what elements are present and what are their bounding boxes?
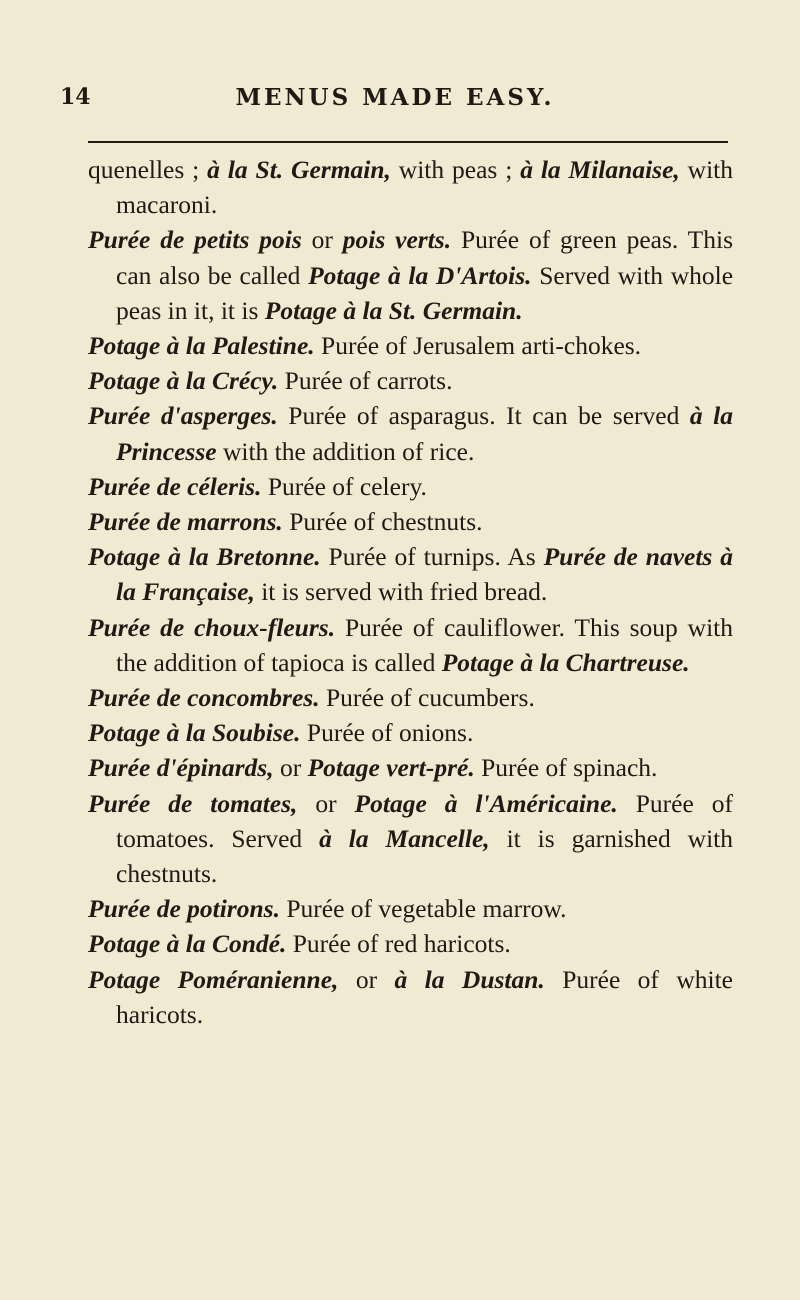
entry xyxy=(88,750,733,785)
entry-text: Served with whole peas in it, it is xyxy=(116,260,734,325)
entry-text: or xyxy=(297,788,355,818)
italic-term: Purée de petits pois xyxy=(88,225,302,255)
entry-text: Purée of onions. xyxy=(300,718,474,748)
entry xyxy=(88,715,733,750)
entry xyxy=(88,398,733,468)
italic-term: Purée de concombres. xyxy=(88,683,320,713)
italic-term: Purée d'asperges. xyxy=(88,401,278,431)
entry xyxy=(88,962,733,1032)
entry xyxy=(88,152,733,222)
entry-text: Purée of red haricots. xyxy=(286,929,511,959)
entry-text: or xyxy=(301,225,343,255)
entry-text: or xyxy=(338,964,395,994)
entry-text: it is served with fried bread. xyxy=(254,577,548,607)
entry xyxy=(88,680,733,715)
italic-term: Potage Poméranienne, xyxy=(88,964,339,994)
entry-text: Purée of turnips. As xyxy=(320,542,544,572)
italic-term: à la St. Germain, xyxy=(207,155,391,184)
italic-term: Potage vert-pré. xyxy=(307,753,475,783)
page-number: 14 xyxy=(60,84,91,110)
entry xyxy=(88,539,733,609)
italic-term: à la Dustan. xyxy=(394,964,545,994)
italic-term: Potage à la Soubise. xyxy=(88,718,301,748)
entry-text: it is garnished with chestnuts. xyxy=(116,823,734,889)
entry-text: Purée of vegetable marrow. xyxy=(279,894,567,924)
italic-term: Potage à l'Américaine. xyxy=(354,788,618,818)
entry xyxy=(88,891,733,926)
entry-text: Purée of spinach. xyxy=(474,753,658,783)
italic-term: Purée de potirons. xyxy=(88,894,280,924)
italic-term: Purée de marrons. xyxy=(88,507,283,537)
italic-term: à la Milanaise, xyxy=(520,155,680,184)
italic-term: à la Mancelle, xyxy=(319,823,490,853)
entry-text: Purée of green peas. This can also be called xyxy=(116,225,734,290)
italic-term: Purée de choux-fleurs. xyxy=(88,612,336,642)
page-header xyxy=(60,84,730,124)
entry-text: Purée of carrots. xyxy=(278,366,453,396)
italic-term: Potage à la Chartreuse. xyxy=(441,647,690,677)
entry-text: Purée of cauliflower. This soup with the addition of tapioca is called xyxy=(116,612,733,677)
entry xyxy=(88,363,733,398)
italic-term: Potage à la Condé. xyxy=(88,929,287,959)
entry-text: Purée of celery. xyxy=(261,471,427,501)
entry-text: Purée of Jerusalem arti-chokes. xyxy=(314,331,642,361)
entry-text: Purée of tomatoes. Served xyxy=(116,788,733,853)
entry-text: or xyxy=(273,753,308,783)
entry xyxy=(88,504,733,539)
italic-term: Potage à la Crécy. xyxy=(88,366,279,396)
entry xyxy=(88,469,733,504)
entry-text: quenelles ; xyxy=(88,155,208,184)
italic-term: Purée de céleris. xyxy=(88,471,262,501)
italic-term: Purée de navets à la Française, xyxy=(116,542,733,607)
running-title: MENUS MADE EASY. xyxy=(235,84,555,111)
entry-text: with peas ; xyxy=(390,155,521,184)
entry-text: Purée of asparagus. It can be served xyxy=(277,401,690,431)
entry-list xyxy=(88,152,733,1032)
entry-text: with the addition of rice. xyxy=(216,436,475,466)
italic-term: Potage à la Bretonne. xyxy=(88,542,321,572)
italic-term: Potage à la D'Artois. xyxy=(308,260,532,290)
entry-text: Purée of white haricots. xyxy=(116,964,733,1029)
italic-term: à la Princesse xyxy=(116,401,734,466)
entry xyxy=(88,610,733,680)
italic-term: Potage à la Palestine. xyxy=(88,331,315,361)
entry xyxy=(88,222,733,328)
entry-text: with macaroni. xyxy=(116,155,733,220)
entry-text: Purée of chestnuts. xyxy=(282,507,483,537)
entry xyxy=(88,926,733,961)
italic-term: pois verts. xyxy=(342,225,452,255)
entry xyxy=(88,786,733,892)
italic-term: Purée d'épinards, xyxy=(88,753,274,783)
italic-term: Potage à la St. Germain. xyxy=(264,295,523,325)
entry-text: Purée of cucumbers. xyxy=(319,683,535,713)
entry xyxy=(88,328,733,363)
italic-term: Purée de tomates, xyxy=(88,788,298,818)
header-rule xyxy=(88,141,728,143)
